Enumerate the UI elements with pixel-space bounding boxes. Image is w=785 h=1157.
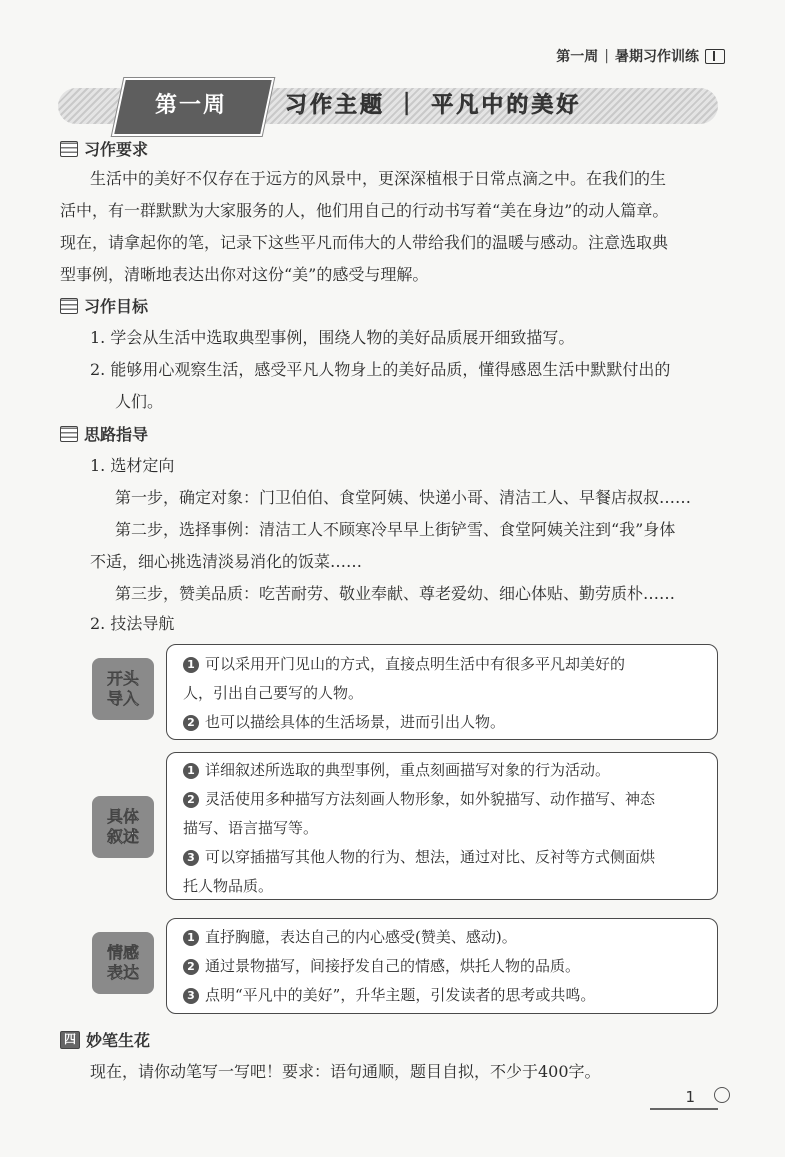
section-write <box>60 1028 150 1051</box>
page-number-rule <box>650 1108 718 1110</box>
tag-body <box>92 796 154 858</box>
number-badge: 3 <box>183 988 199 1004</box>
point-2 <box>183 708 713 737</box>
number-badge: 2 <box>183 715 199 731</box>
point-text: 也可以描绘具体的生活场景，进而引出人物。 <box>205 713 506 731</box>
para-line: 现在，请拿起你的笔，记录下这些平凡而伟大的人带给我们的温暖与感动。注意选取典 <box>60 233 669 252</box>
week-tag-label: 第一周 <box>154 92 227 118</box>
header-week: 第一周 <box>556 49 599 65</box>
box-body <box>166 752 718 900</box>
para-line: 型事例，清晰地表达出你对这份“美”的感受与理解。 <box>60 265 429 284</box>
point-1-cont: 人，引出自己要写的人物。 <box>183 684 364 702</box>
number-badge: 2 <box>183 792 199 808</box>
tag-emotion <box>92 932 154 994</box>
point-3 <box>183 981 713 1010</box>
section-icon <box>60 426 78 442</box>
number-badge: 1 <box>183 930 199 946</box>
tag-line: 开头 <box>106 669 139 688</box>
para-line: 生活中的美好不仅存在于远方的风景中，更深深植根于日常点滴之中。在我们的生 <box>90 169 667 188</box>
point-text: 直抒胸臆，表达自己的内心感受(赞美、感动)。 <box>205 928 517 946</box>
point-text: 可以穿插描写其他人物的行为、想法，通过对比、反衬等方式侧面烘 <box>205 848 656 866</box>
point-3 <box>183 843 713 872</box>
sun-icon <box>714 1087 730 1103</box>
section-icon <box>60 141 78 157</box>
tag-line: 表达 <box>106 963 139 982</box>
goal-2-cont: 人们。 <box>115 392 164 411</box>
guide-step-2-cont: 不适，细心挑选清淡易消化的饭菜…… <box>90 552 363 571</box>
point-2 <box>183 952 713 981</box>
number-badge: 1 <box>183 763 199 779</box>
point-1 <box>183 756 713 785</box>
tag-line: 叙述 <box>106 827 139 846</box>
number-four-icon: 四 <box>60 1031 80 1049</box>
write-instruction: 现在，请你动笔写一写吧！要求：语句通顺，题目自拟，不少于400字。 <box>90 1062 601 1081</box>
section-title: 妙笔生花 <box>86 1031 151 1050</box>
section-icon <box>60 298 78 314</box>
tag-line: 具体 <box>106 807 139 826</box>
header-separator: | <box>604 48 609 64</box>
book-icon <box>705 49 725 64</box>
goal-2: 2. 能够用心观察生活，感受平凡人物身上的美好品质，懂得感恩生活中默默付出的 <box>90 360 671 379</box>
point-text: 灵活使用多种描写方法刻画人物形象，如外貌描写、动作描写、神态 <box>205 790 656 808</box>
tag-line: 导入 <box>106 689 139 708</box>
para-line: 活中，有一群默默为大家服务的人，他们用自己的行动书写着“美在身边”的动人篇章。 <box>60 201 669 220</box>
section-title: 习作目标 <box>84 297 149 316</box>
guide-heading-2: 2. 技法导航 <box>90 614 175 633</box>
theme-title: 习作主题 ｜ 平凡中的美好 <box>285 93 582 118</box>
number-badge: 2 <box>183 959 199 975</box>
point-text: 通过景物描写，间接抒发自己的情感，烘托人物的品质。 <box>205 957 581 975</box>
tag-line: 情感 <box>106 943 139 962</box>
guide-step-3: 第三步，赞美品质：吃苦耐劳、敬业奉献、尊老爱幼、细心体贴、勤劳质朴…… <box>115 584 676 603</box>
point-2 <box>183 785 713 814</box>
box-emotion <box>166 918 718 1014</box>
section-requirements <box>60 137 148 160</box>
number-badge: 1 <box>183 657 199 673</box>
guide-heading-1: 1. 选材定向 <box>90 456 175 475</box>
guide-step-1: 第一步，确定对象：门卫伯伯、食堂阿姨、快递小哥、清洁工人、早餐店叔叔…… <box>115 488 692 507</box>
box-body-content <box>183 756 713 901</box>
box-opening-content <box>183 650 713 737</box>
section-title: 习作要求 <box>84 140 149 159</box>
running-header <box>556 46 725 66</box>
point-1 <box>183 923 713 952</box>
requirements-paragraph <box>60 163 730 291</box>
point-text: 点明“平凡中的美好”，升华主题，引发读者的思考或共鸣。 <box>205 986 596 1004</box>
section-goals <box>60 294 148 317</box>
box-emotion-content <box>183 923 713 1010</box>
point-1 <box>183 650 713 679</box>
point-text: 可以采用开门见山的方式，直接点明生活中有很多平凡却美好的 <box>205 655 626 673</box>
page-number: 1 <box>685 1088 695 1106</box>
goal-1: 1. 学会从生活中选取典型事例，围绕人物的美好品质展开细致描写。 <box>90 328 575 347</box>
point-3-cont: 托人物品质。 <box>183 877 274 895</box>
number-badge: 3 <box>183 850 199 866</box>
section-guide <box>60 422 148 445</box>
tag-opening <box>92 658 154 720</box>
guide-step-2: 第二步，选择事例：清洁工人不顾寒冷早早上街铲雪、食堂阿姨关注到“我”身体 <box>115 520 676 539</box>
point-text: 详细叙述所选取的典型事例，重点刻画描写对象的行为活动。 <box>205 761 611 779</box>
header-series: 暑期习作训练 <box>615 49 699 65</box>
section-title: 思路指导 <box>84 425 149 444</box>
point-2-cont: 描写、语言描写等。 <box>183 819 319 837</box>
box-opening <box>166 644 718 740</box>
